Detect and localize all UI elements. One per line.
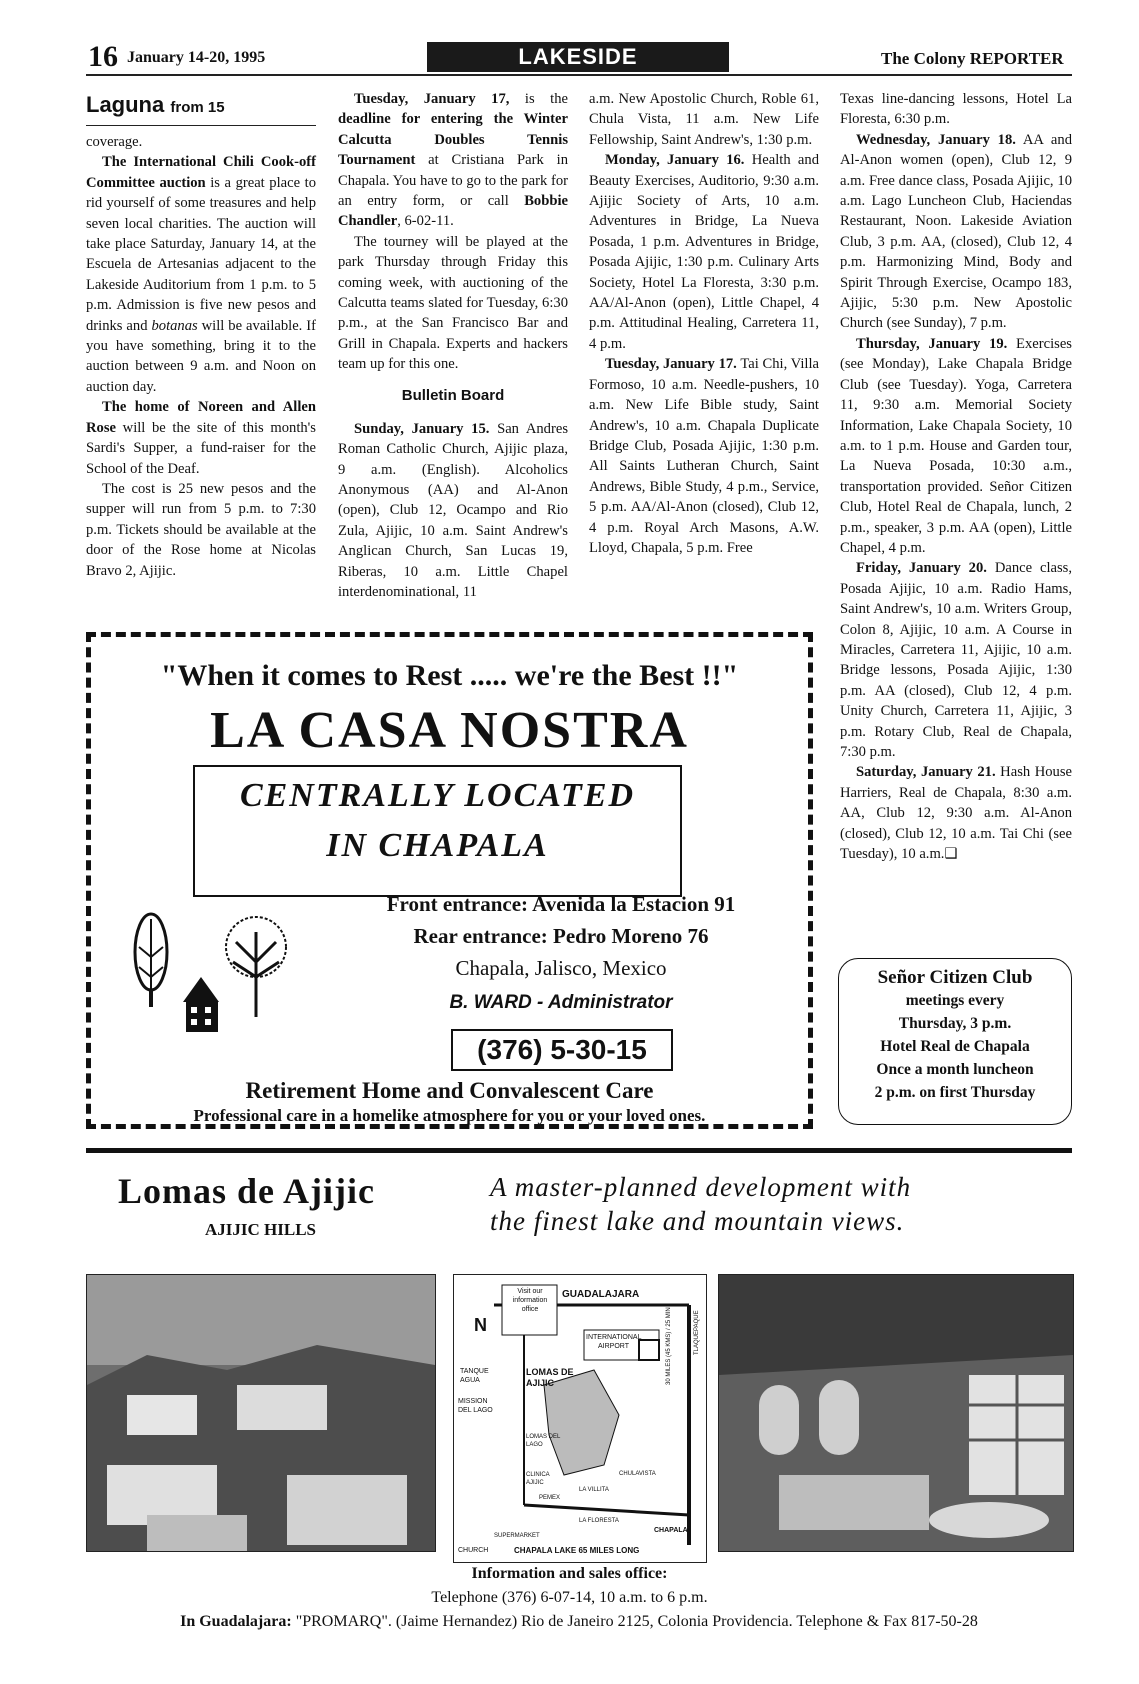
para-rose: The home of Noreen and Allen Rose will be the site of this month's Sardi's Supper, a fund-raiser for the School of the Deaf. [86, 399, 316, 477]
para-thursday: Thursday, January 19. Exercises (see Monday), Lake Chapala Bridge Club (see Tuesday). Yoga, Carretera 11, 9:30 a.m. Memorial Society Information, Lake Chapala Society, 10 a.m. to 1 p.m. House and Garden tour, La Nueva Posada, 10:30 a.m., transportation provided. Señor Citizen Club, Hotel Real de Chapala, lunch, 2 p.m., speaker, 3 p.m. AA (open), Little Chapel, 4 p.m. [840, 335, 1072, 556]
map-bottom-label: CHAPALA LAKE 65 MILES LONG [514, 1546, 640, 1555]
para-tourney: The tourney will be played at the park Thursday through Friday this coming week, with auctioning of the Calcutta teams slated for Tuesday, 6:30 p.m., at the San Francisco Bar and Grill in Chapala. Experts and hackers team up for this one. [338, 233, 568, 373]
map-airport: INTERNATIONAL AIRPORT [586, 1334, 642, 1350]
map-miles: 30 MILES (45 KMS) / 25 MIN [666, 1307, 672, 1385]
header-rule [86, 74, 1072, 76]
photo-interior-living-room [718, 1274, 1074, 1552]
senior-title: Señor Citizen Club [877, 967, 1033, 988]
city: Chapala, Jalisco, Mexico [455, 956, 667, 980]
para-tuesday-cont: Texas line-dancing lessons, Hotel La Floresta, 6:30 p.m. [840, 91, 1072, 128]
issue-date: January 14-20, 1995 [127, 49, 266, 66]
photo-hillside-houses [86, 1274, 436, 1552]
front-entrance: Front entrance: Avenida la Estacion 91 [386, 892, 736, 916]
column-tennis [338, 89, 568, 602]
location-line-1: CENTRALLY LOCATED [239, 777, 636, 814]
map-church: CHURCH [458, 1547, 489, 1554]
map-mission: MISSION DEL LAGO [458, 1398, 493, 1414]
map-visit: Visit our information office [512, 1288, 548, 1313]
map-lomas-del-lago: LOMAS DEL LAGO [526, 1434, 561, 1448]
para-saturday: Saturday, January 21. Hash House Harriers, Real de Chapala, 8:30 a.m. AA, Club 12, 9:30 a.m. Al-Anon (closed), Club 12, 10 a.m. Tai Chi (see Tuesday), 10 a.m.❑ [840, 764, 1072, 863]
column-bulletin-3 [840, 89, 1072, 864]
ad-la-casa-nostra [86, 632, 813, 1129]
publication-name: The Colony REPORTER [881, 49, 1064, 68]
senior-citizen-box [838, 958, 1072, 1125]
map-pemex: PEMEX [539, 1495, 561, 1501]
para-tennis: Tuesday, January 17, is the deadline for entering the Winter Calcutta Doubles Tennis Tournament at Cristiana Park in Chapala. You have to go to the park for an entry form, or call Bobbie Chandler, 6-02-11. [338, 91, 568, 230]
rear-entrance: Rear entrance: Pedro Moreno 76 [413, 924, 709, 948]
senior-line: Hotel Real de Chapala [880, 1038, 1030, 1055]
para-tuesday: Tuesday, January 17. Tai Chi, Villa Formoso, 10 a.m. Needle-pushers, 10 a.m. New Life Bible study, Saint Andrew's, 10 a.m. Chapala Duplicate Bridge Club, Posada Ajijic, 1:30 p.m. All Saints Lutheran Church, Saint Andrews, Bible Study, 4 p.m., Service, 5 p.m. AA/Al-Anon (closed), Club 12, 4 p.m. Royal Arch Masons, A.W. Lloyd, Chapala, 5 p.m. Free [589, 356, 819, 556]
column-bulletin-2 [589, 89, 819, 558]
map-chapala: CHAPALA [654, 1527, 688, 1534]
senior-line: 2 p.m. on first Thursday [874, 1084, 1036, 1101]
map-chulavista: CHULAVISTA [619, 1471, 656, 1477]
bulletin-board-heading: Bulletin Board [401, 386, 505, 404]
ad-slogan: "When it comes to Rest ..... we're the Best !!" [160, 659, 739, 692]
senior-line: Once a month luncheon [876, 1061, 1034, 1078]
para-sunday: Sunday, January 15. San Andres Roman Catholic Church, Ajijic plaza, 9 a.m. (English). Alcoholics Anonymous (AA) and Al-Anon (open), Club 12, Ocampo and Rio Zula, Ajijic, 10 a.m. Saint Andrew's Anglican Church, San Lucas 19, Riberas, 10 a.m. Little Chapel interdenominational, 11 [338, 420, 568, 600]
map-tlaquepaque: TLAQUEPAQUE [694, 1310, 700, 1355]
location-line-2: IN CHAPALA [326, 827, 549, 864]
para-monday: Monday, January 16. Health and Beauty Exercises, Auditorio, 9:30 a.m. Ajijic Society of Arts, 10 a.m. Adventures in Bridge, La Nueva Posada, 1 p.m. Adventures in Bridge, Posada Ajijic, 1:30 p.m. Culinary Arts Society, Hotel La Floresta, 3:30 p.m. AA/Al-Anon (open), Little Chapel, 4 p.m. Attitudinal Healing, Carretera 11, 4 p.m. [589, 152, 819, 352]
column-laguna [86, 92, 316, 581]
para-cost: The cost is 25 new pesos and the supper will run from 5 p.m. to 7:30 p.m. Tickets should be available at the door of the Rose home at Nicolas Bravo 2, Ajijic. [86, 480, 316, 579]
info-guadalajara: In Guadalajara: "PROMARQ". (Jaime Hernandez) Rio de Janeiro 2125, Colonia Providencia. Telephone & Fax 817-50-28 [180, 1613, 978, 1630]
para-friday: Friday, January 20. Dance class, Posada Ajijic, 10 a.m. Radio Hams, Saint Andrew's, 10 a.m. Writers Group, Colon 8, Ajijic, 10 a.m. A Course in Miracles, Carretera 11, Ajijic, 10 a.m. Bridge lessons, Posada Ajijic, 1:30 p.m. AA (closed), Club 12, 4 p.m. Unity Church, Carretera 11, Ajijic, 3 p.m. Rotary Club, Real de Chapala, 7:30 p.m. [840, 560, 1072, 760]
ad-phone: (376) 5-30-15 [451, 1029, 673, 1071]
laguna-heading: Laguna from 15 [86, 92, 225, 117]
lomas-tagline: A master-planned development with the finest lake and mountain views. [490, 1172, 912, 1236]
ad-tagline: Retirement Home and Convalescent Care [245, 1078, 654, 1103]
ad-subtagline: Professional care in a homelike atmosphere for you or your loved ones. [193, 1106, 706, 1125]
lomas-title: Lomas de Ajijic [118, 1171, 375, 1211]
info-telephone: Telephone (376) 6-07-14, 10 a.m. to 6 p.m. [431, 1589, 708, 1606]
location-map [453, 1274, 707, 1563]
senior-line: meetings every [905, 992, 1005, 1009]
para-wednesday: Wednesday, January 18. AA and Al-Anon women (open), Club 12, 9 a.m. Free dance class, Posada Ajijic, 10 a.m. Lago Luncheon Club, Haciendas Restaurant, Noon. Lakeside Aviation Club, 3 p.m. AA, (closed), Club 12, 4 p.m. Harmonizing Mind, Body and Spirit Through Exercise, Ocampo 183, Ajijic, 5:30 p.m. New Apostolic Church (see Sunday), 7 p.m. [840, 131, 1072, 332]
para-chili: The International Chili Cook-off Committee auction is a great place to rid yourself of some treasures and help seven local charities. The auction will take place Saturday, January 14, at the Escuela de Artesanias adjacent to the Lakeside Auditorium from 1 p.m. to 5 p.m. Admission is five new pesos and drinks and botanas will be available. If you have something, bring it to the auction between 9 a.m. and Noon on auction day. [86, 154, 317, 395]
map-la-floresta: LA FLORESTA [579, 1518, 619, 1524]
info-office-label: Information and sales office: [471, 1565, 668, 1582]
map-north: N [474, 1315, 487, 1335]
ad-name: LA CASA NOSTRA [210, 702, 689, 759]
senior-line: Thursday, 3 p.m. [898, 1015, 1012, 1032]
map-supermarket: SUPERMARKET [494, 1533, 540, 1539]
section-divider [86, 1148, 1072, 1153]
lomas-subtitle: AJIJIC HILLS [205, 1220, 317, 1239]
administrator: B. WARD - Administrator [449, 992, 673, 1013]
section-banner: LAKESIDE [427, 42, 729, 72]
map-guadalajara: GUADALAJARA [562, 1289, 640, 1300]
map-tanque: TANQUE AGUA [460, 1368, 489, 1384]
para-sunday-cont: a.m. New Apostolic Church, Roble 61, Chula Vista, 11 a.m. New Life Fellowship, Saint Andrew's, 1:30 p.m. [589, 91, 819, 148]
location-box [193, 765, 682, 897]
map-la-villita: LA VILLITA [579, 1487, 609, 1493]
page-number: 16 [88, 40, 118, 73]
map-clinica: CLINICA AJIJIC [526, 1472, 550, 1486]
para: coverage. [86, 134, 143, 150]
trees-house-illustration [121, 907, 291, 1037]
map-lomas: LOMAS DE AJIJIC [526, 1367, 574, 1388]
